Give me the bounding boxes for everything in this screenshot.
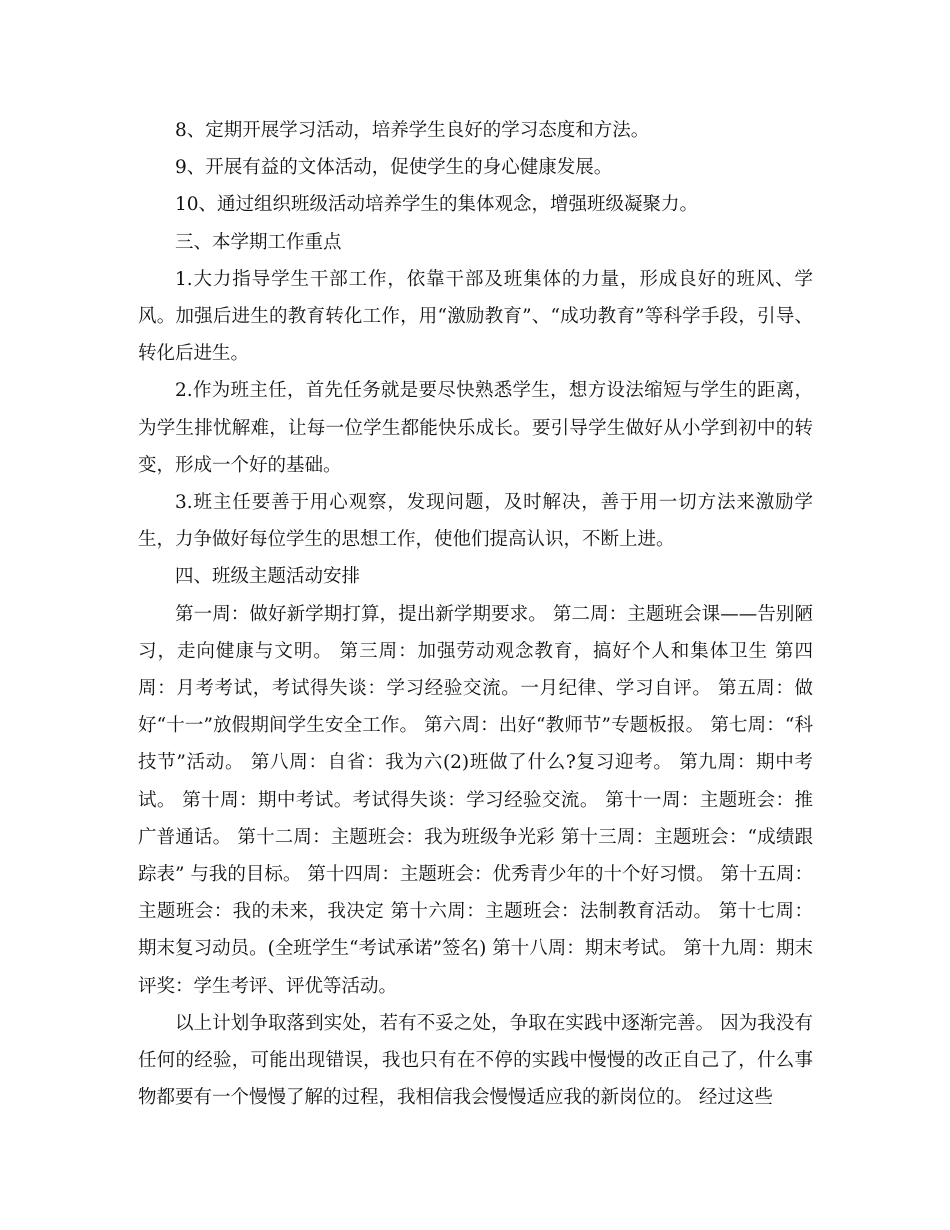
work-focus-paragraph-1: 1.大力指导学生干部工作，依靠干部及班集体的力量，形成良好的班风、学风。加强后进生的教育转化工作，用“激励教育”、“成功教育”等科学手段，引导、转化后进生。 bbox=[138, 268, 813, 365]
list-item-8: 8、定期开展学习活动，培养学生良好的学习态度和方法。 bbox=[175, 120, 650, 141]
document-body bbox=[138, 112, 813, 1116]
list-item-10: 10、通过组织班级活动培养学生的集体观念，增强班级凝聚力。 bbox=[175, 194, 699, 216]
closing-paragraph: 以上计划争取落到实处，若有不妥之处，争取在实践中逐渐完善。 因为我没有任何的经验，可能出现错误，我也只有在不停的实践中慢慢的改正自己了，什么事物都要有一个慢慢了解的过程，我相信我会慢慢适应我的新岗位的。 经过这些 bbox=[138, 1012, 813, 1109]
section-heading-activities: 四、班级主题活动安排 bbox=[175, 566, 361, 588]
work-focus-paragraph-2: 2.作为班主任，首先任务就是要尽快熟悉学生，想方设法缩短与学生的距离，为学生排忧解难，让每一位学生都能快乐成长。要引导学生做好从小学到初中的转变，形成一个好的基础。 bbox=[138, 380, 813, 476]
section-heading-work-focus: 三、本学期工作重点 bbox=[175, 231, 342, 253]
weekly-schedule-paragraph: 第一周：做好新学期打算，提出新学期要求。 第二周：主题班会课——告别陋习，走向健康与文明。 第三周：加强劳动观念教育，搞好个人和集体卫生 第四周：月考考试，考试得失谈：学习经验交流。一月纪律、学习自评。 第五周：做好“十一”放假期间学生安全工作。 第六周：出好“教师节”专题板报。 第七周：“科技节”活动。 第八周：自省：我为六(2)班做了什么?复习迎考。 第九周：期中考试。 第十周：期中考试。考试得失谈：学习经验交流。 第十一周：主题班会：推广普通话。 第十二周：主题班会：我为班级争光彩 第十三周：主题班会：“成绩跟踪表” 与我的目标。 第十四周：主题班会：优秀青少年的十个好习惯。 第十五周：主题班会：我的未来，我决定 第十六周：主题班会：法制教育活动。 第十七周：期末复习动员。(全班学生“考试承诺”签名) 第十八周：期末考试。 第十九周：期末评奖：学生考评、评优等活动。 bbox=[138, 603, 813, 997]
work-focus-paragraph-3: 3.班主任要善于用心观察，发现问题，及时解决，善于用一切方法来激励学生，力争做好每位学生的思想工作，使他们提高认识，不断上进。 bbox=[138, 492, 813, 551]
list-item-9: 9、开展有益的文体活动，促使学生的身心健康发展。 bbox=[175, 157, 613, 179]
